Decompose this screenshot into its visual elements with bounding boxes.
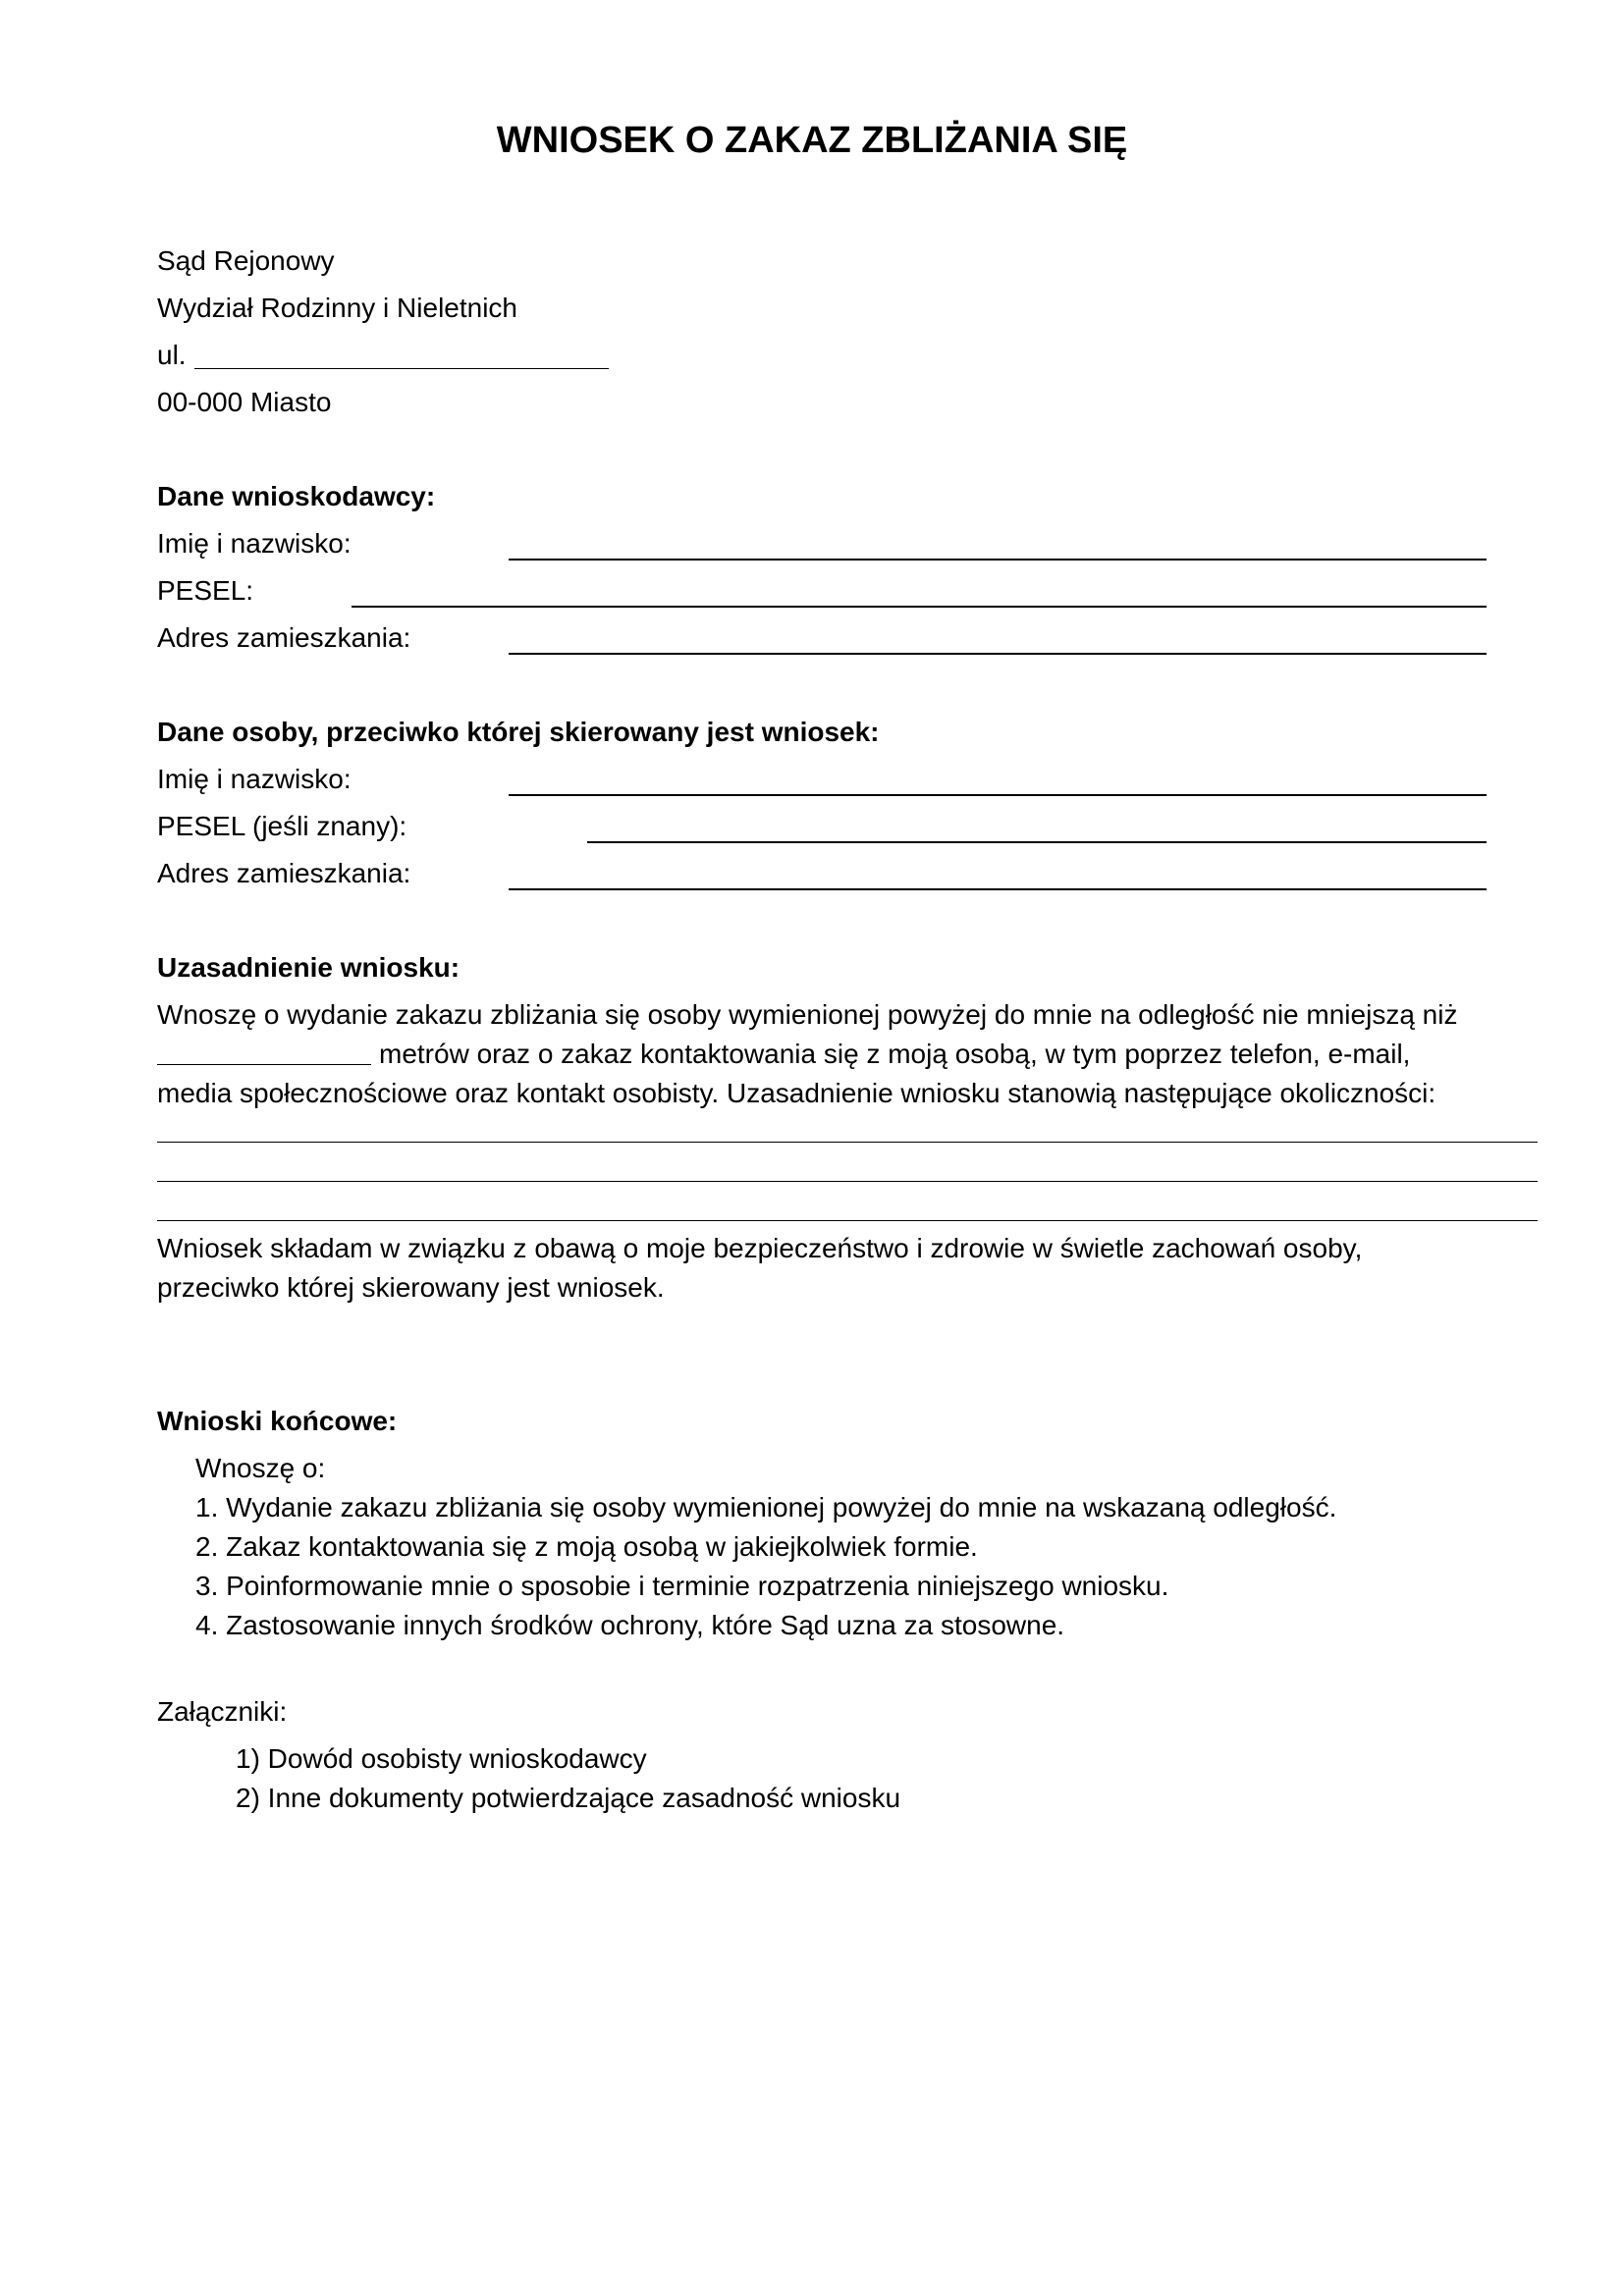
court-street-blank bbox=[194, 368, 609, 369]
court-city: 00-000 Miasto bbox=[157, 387, 332, 417]
attachment-item: 1) Dowód osobisty wnioskodawcy bbox=[236, 1743, 647, 1774]
final-requests-heading: Wnioski końcowe: bbox=[157, 1406, 398, 1436]
justification-line-1: Wnoszę o wydanie zakazu zbliżania się osoby wymienionej powyżej do mnie na odległość nie mniejszą niż bbox=[157, 999, 1458, 1030]
court-department: Wydział Rodzinny i Nieletnich bbox=[157, 293, 518, 323]
applicant-address-field bbox=[509, 653, 1487, 655]
justification-heading: Uzasadnienie wniosku: bbox=[157, 952, 460, 983]
applicant-name-label: Imię i nazwisko: bbox=[157, 528, 352, 559]
justification-line-3: media społecznościowe oraz kontakt osobisty. Uzasadnienie wniosku stanowią następujące okoliczności: bbox=[157, 1078, 1436, 1108]
justification-blank-line-2 bbox=[157, 1181, 1538, 1182]
justification-line-2: metrów oraz o zakaz kontaktowania się z moją osobą, w tym poprzez telefon, e-mail, bbox=[379, 1039, 1411, 1069]
attachments-heading: Załączniki: bbox=[157, 1696, 288, 1727]
applicant-address-label: Adres zamieszkania: bbox=[157, 622, 411, 653]
respondent-name-field bbox=[509, 794, 1487, 796]
applicant-pesel-field bbox=[352, 606, 1487, 608]
document-title: WNIOSEK O ZAKAZ ZBLIŻANIA SIĘ bbox=[496, 120, 1128, 161]
final-request-item: 2. Zakaz kontaktowania się z moją osobą w jakiejkolwiek formie. bbox=[195, 1531, 978, 1562]
court-street-label: ul. bbox=[157, 340, 187, 370]
attachment-item: 2) Inne dokumenty potwierdzające zasadność wniosku bbox=[236, 1783, 901, 1813]
respondent-heading: Dane osoby, przeciwko której skierowany jest wniosek: bbox=[157, 717, 880, 747]
respondent-pesel-label: PESEL (jeśli znany): bbox=[157, 811, 407, 841]
applicant-name-field bbox=[509, 559, 1487, 561]
justification-closing-line-2: przeciwko której skierowany jest wniosek. bbox=[157, 1272, 665, 1303]
court-name: Sąd Rejonowy bbox=[157, 245, 335, 276]
final-requests-intro: Wnoszę o: bbox=[195, 1453, 326, 1483]
distance-blank bbox=[157, 1064, 371, 1065]
final-request-item: 4. Zastosowanie innych środków ochrony, które Sąd uzna za stosowne. bbox=[195, 1610, 1065, 1640]
applicant-pesel-label: PESEL: bbox=[157, 575, 254, 606]
final-request-item: 1. Wydanie zakazu zbliżania się osoby wymienionej powyżej do mnie na wskazaną odległość. bbox=[195, 1492, 1337, 1522]
justification-closing-line-1: Wniosek składam w związku z obawą o moje bezpieczeństwo i zdrowie w świetle zachowań osoby, bbox=[157, 1233, 1363, 1263]
respondent-name-label: Imię i nazwisko: bbox=[157, 764, 352, 794]
respondent-address-field bbox=[509, 888, 1487, 890]
justification-blank-line-1 bbox=[157, 1142, 1538, 1143]
respondent-pesel-field bbox=[587, 841, 1487, 843]
respondent-address-label: Adres zamieszkania: bbox=[157, 858, 411, 888]
final-request-item: 3. Poinformowanie mnie o sposobie i terminie rozpatrzenia niniejszego wniosku. bbox=[195, 1571, 1169, 1601]
applicant-heading: Dane wnioskodawcy: bbox=[157, 481, 436, 511]
justification-blank-line-3 bbox=[157, 1220, 1538, 1221]
